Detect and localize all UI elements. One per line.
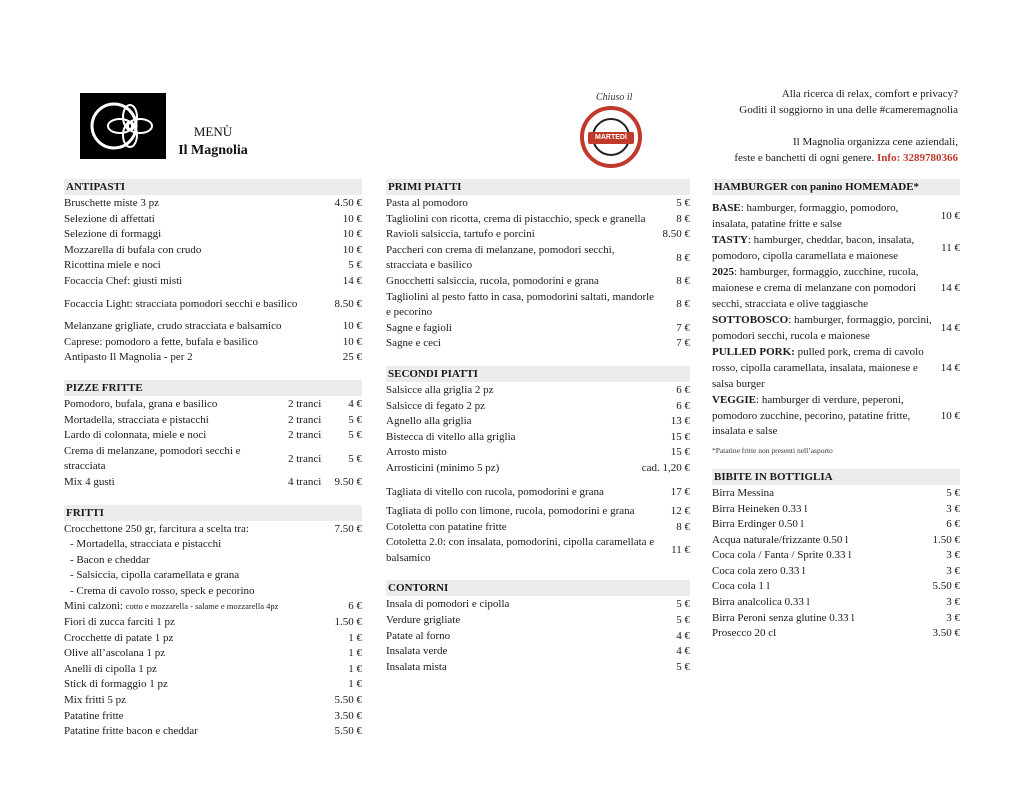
item-name [712,201,941,232]
subitem-name: - Salsiccia, cipolla caramellata e grana [70,569,240,582]
info-line-4: feste e banchetti di ogni genere. [734,152,875,164]
section-title: ANTIPASTI [64,179,362,195]
item-name: Acqua naturale/frizzante 0.50 l [712,533,849,546]
bibite-section [712,469,960,642]
menu-item [64,243,362,259]
subitem-name: - Mortadella, stracciata e pistacchi [70,538,222,551]
item-price: 1 € [348,662,362,675]
pizze-section [64,380,362,491]
item-price: 4.50 € [334,197,362,209]
item-price: 7 € [676,337,690,350]
menu-item [712,548,960,564]
item-price: 1 € [348,647,362,660]
item-price: 10 € [342,212,362,225]
menu-item [64,335,362,351]
menu-item [712,533,960,549]
item-price: 5 € [348,429,362,442]
column-left [64,179,362,749]
item-price: 10 € [342,320,362,333]
item-price: 3 € [946,502,960,515]
item-name: Birra Peroni senza glutine 0.33 l [712,611,855,624]
item-title: 2025 [712,266,734,279]
item-name: Antipasto Il Magnolia - per 2 [64,351,193,364]
menu-item [712,611,960,627]
item-price: 13 € [670,415,690,428]
item-name: Mortadella, stracciata e pistacchi [64,413,209,426]
item-title: VEGGIE [712,394,757,407]
brand [170,122,256,160]
item-name: Birra analcolica 0.33 l [712,596,810,609]
item-price: 3 € [946,596,960,609]
item-name: Mix fritti 5 pz [64,694,127,707]
item-price: 10 € [342,335,362,348]
menu-item [64,196,362,212]
item-name [712,233,941,264]
item-price: 8 € [676,212,690,225]
item-price: 5 € [676,197,690,209]
item-price: 5 € [676,660,690,673]
info-line-3: Il Magnolia organizza cene aziendali, [792,136,958,148]
menu-item [712,626,960,642]
menu-label: MENÙ [193,124,233,139]
item-name: Bruschette miste 3 pz [64,197,160,209]
section-title: FRITTI [64,505,362,521]
menu-item [712,313,960,344]
menu-item [386,461,690,477]
antipasti-section [64,179,362,366]
item-price: 1 € [348,678,362,691]
item-name: Pomodoro, bufala, grana e basilico [64,397,218,410]
menu-item [64,615,362,631]
logo [80,93,166,159]
item-price: 10 € [342,243,362,256]
menu-item [64,677,362,693]
item-price: 8.50 € [662,228,690,241]
menu-item [64,599,362,615]
item-name: Arrosticini (minimo 5 pz) [386,461,500,474]
item-price: 4 € [676,645,690,658]
closed-badge [574,92,650,172]
menu-item [64,350,362,366]
menu-item [386,212,690,228]
item-name: Crocchette di patate 1 pz [64,631,174,644]
item-qty: 2 tranci [288,397,322,410]
menu-item [64,274,362,290]
item-name: Birra Heineken 0.33 l [712,502,808,515]
item-qty: 2 tranci [288,429,322,442]
section-title: BIBITE IN BOTTIGLIA [712,469,960,485]
menu-item [386,629,690,645]
item-name: Bistecca di vitello alla griglia [386,430,516,443]
menu-item [386,445,690,461]
item-name: Cotoletta con patatine fritte [386,520,507,533]
item-name: Coca cola 1 l [712,580,770,593]
item-price: 14 € [940,321,960,334]
item-price: 1.50 € [334,616,362,629]
menu-item [712,265,960,312]
item-price: 8 € [676,251,690,264]
item-name: Patate al forno [386,629,451,642]
menu-item [386,504,690,520]
section-title: PIZZE FRITTE [64,380,362,396]
item-price: 1.50 € [932,533,960,546]
menu-item [712,564,960,580]
menu-item [386,430,690,446]
menu-item [64,258,362,274]
item-name: Olive all’ascolana 1 pz [64,647,166,660]
menu-subitem [64,537,362,553]
section-title: SECONDI PIATTI [386,366,690,382]
item-name: Paccheri con crema di melanzane, pomodori secchi, stracciata e basilico [386,243,615,272]
item-name: Lardo di colonnata, miele e noci [64,429,207,442]
item-price: 8 € [676,520,690,533]
item-qty: 2 tranci [288,452,322,465]
menu-item [712,502,960,518]
menu-item [386,196,690,212]
item-name: Patatine fritte bacon e cheddar [64,725,198,738]
item-name: Salsicce alla griglia 2 pz [386,383,494,396]
item-name: Tagliolini con ricotta, crema di pistacchio, speck e granella [386,212,646,225]
item-price: 17 € [670,485,690,498]
item-name: Ricottina miele e noci [64,259,161,272]
menu-item [64,397,362,413]
menu-item [712,233,960,264]
item-price: 10 € [342,228,362,241]
item-name: Insalata verde [386,645,448,658]
item-price: 5 € [946,486,960,499]
section-title: CONTORNI [386,580,690,596]
item-name: Verdure grigliate [386,614,461,627]
item-name [712,313,941,344]
menu-item [712,393,960,440]
item-price: 15 € [670,446,690,459]
item-name: Salsicce di fegato 2 pz [386,399,485,412]
menu-item [386,613,690,629]
item-price: 5.50 € [932,580,960,593]
menu-item [386,274,690,290]
item-name: Coca cola zero 0.33 l [712,564,806,577]
item-title: BASE [712,202,741,214]
info-line-1: Alla ricerca di relax, comfort e privacy? [781,88,958,100]
item-price: 6 € [946,518,960,531]
primi-section [386,179,690,352]
item-desc: pulled pork, crema di cavolo rosso, cipolla caramellata, insalata, maionese e salsa burger [712,346,924,390]
item-name [64,599,334,615]
menu-item [712,486,960,502]
menu-item [64,709,362,725]
menu-item [64,662,362,678]
item-title: TASTY [712,234,748,247]
item-name: Focaccia Chef: giusti misti [64,274,183,287]
item-title: PULLED PORK: [712,346,795,359]
item-price: 4 € [348,397,362,410]
item-price: 4 € [676,629,690,642]
item-name: Insalata mista [386,660,447,673]
item-price: 3 € [946,564,960,577]
takeaway-note: *Patatine fritte non presenti nell’asporto [712,445,833,455]
item-price: 11 € [671,544,690,557]
menu-subitem [64,568,362,584]
secondi-section [386,366,690,567]
menu-item [64,646,362,662]
item-name: Birra Messina [712,486,775,499]
menu-item [64,297,362,313]
menu-item [712,595,960,611]
restaurant-name: Il Magnolia [178,143,248,158]
item-price: 15 € [670,430,690,443]
item-name: Arrosto misto [386,446,447,459]
item-name: Tagliolini al pesto fatto in casa, pomodorini saltati, mandorle e pecorino [386,290,655,319]
section-title: HAMBURGER con panino HOMEMADE* [712,179,960,195]
item-name: Coca cola / Fanta / Sprite 0.33 l [712,549,852,562]
badge-circle [580,106,642,168]
closed-script: Chiuso il [596,92,633,103]
item-price: 25 € [342,351,362,364]
item-price: 6 € [676,399,690,412]
item-qty: 4 tranci [288,475,322,488]
menu-item [712,517,960,533]
item-name: Sagne e ceci [386,337,441,350]
hamburger-section [712,179,960,455]
magnolia-flower-icon [80,93,166,159]
menu-item [386,383,690,399]
item-price: 10 € [940,409,960,422]
item-name: Mozzarella di bufala con crudo [64,243,202,256]
item-price: 5 € [676,598,690,611]
item-name [712,345,941,392]
item-name: Crema di melanzane, pomodori secchi e stracciata [64,444,241,473]
item-name: Cotoletta 2.0: con insalata, pomodorini, cipolla caramellata e balsamico [386,536,655,564]
menu-item [386,399,690,415]
item-name: Mix 4 gusti [64,475,115,488]
menu-item [386,520,690,536]
menu-item [386,485,690,501]
item-name: Birra Erdinger 0.50 l [712,518,804,531]
item-price: 5 € [348,259,362,272]
item-price: 6 € [676,383,690,396]
item-name: Focaccia Light: stracciata pomodori secchi e basilico [64,297,298,310]
item-title: SOTTOBOSCO [712,314,789,327]
subitem-name: - Bacon e cheddar [70,553,150,566]
item-name: Caprese: pomodoro a fette, bufala e basilico [64,335,258,348]
item-desc: : hamburger, cheddar, bacon, insalata, pomodoro, cipolla caramellata e maionese [712,234,915,262]
item-name: Selezione di formaggi [64,228,162,241]
item-desc: : hamburger, formaggio, zucchine, rucola, maionese e crema di melanzane con pomodori secchi, stracciata e olive taggiasche [712,266,919,310]
menu-subitem [64,553,362,569]
item-price: 3.50 € [932,627,960,640]
item-name: Agnello alla griglia [386,415,472,428]
item-name: Fiori di zucca farciti 1 pz [64,616,175,629]
menu-item [64,475,362,491]
item-name: Crocchettone 250 gr, farcitura a scelta tra: [64,522,249,535]
menu-item [712,201,960,232]
item-price: 5 € [676,614,690,627]
column-right [712,179,960,651]
menu-item [386,290,690,321]
item-name: Tagliata di pollo con limone, rucola, pomodorini e grana [386,505,635,518]
item-title: Mini calzoni: [64,600,123,613]
item-price: 9.50 € [334,475,362,488]
menu-item [712,579,960,595]
menu-subitem [64,584,362,600]
menu-item [386,660,690,676]
menu-item [64,428,362,444]
item-name: Stick di formaggio 1 pz [64,678,168,691]
menu-item [64,631,362,647]
item-price: 7.50 € [334,522,362,535]
item-price: 3 € [946,549,960,562]
item-desc: cotto e mozzarella - salame e mozzarella 4pz [125,601,279,612]
menu-item [64,693,362,709]
item-price: 1 € [348,631,362,644]
menu-item [64,724,362,740]
menu-item [64,319,362,335]
item-price: 5 € [348,452,362,465]
menu-item [386,644,690,660]
menu-item [712,345,960,392]
item-price: 14 € [940,281,960,294]
item-price: 5.50 € [334,694,362,707]
item-price: 10 € [940,209,960,222]
item-name: Sagne e fagioli [386,321,452,334]
item-qty: 2 tranci [288,413,322,426]
item-name: Insala di pomodori e cipolla [386,598,510,611]
info-line-2: Goditi il soggiorno in una delle #cameremagnolia [739,104,958,116]
item-desc: : hamburger di verdure, peperoni, pomodoro zucchine, pecorino, patatine fritte, insalata e salse [712,394,911,438]
item-name: Gnocchetti salsiccia, rucola, pomodorini e grana [386,274,599,287]
item-name: Tagliata di vitello con rucola, pomodorini e grana [386,485,604,498]
menu-item [64,413,362,429]
item-name: Anelli di cipolla 1 pz [64,662,157,675]
item-price: 12 € [670,505,690,518]
item-name: Ravioli salsiccia, tartufo e porcini [386,228,535,241]
column-middle [386,179,690,684]
item-price: 8.50 € [334,297,362,310]
subitem-name: - Crema di cavolo rosso, speck e pecorino [70,584,255,597]
menu-item [386,597,690,613]
item-price: 3.50 € [334,709,362,722]
item-name [712,265,941,312]
item-name: Pasta al pomodoro [386,197,468,209]
menu-item [386,227,690,243]
closed-day: MARTEDÌ [588,132,634,144]
item-price: cad. 1,20 € [641,461,690,474]
menu-item [386,336,690,352]
fritti-section [64,505,362,740]
item-name [712,393,941,440]
item-price: 3 € [946,611,960,624]
info-phone: Info: 3289780366 [877,152,958,164]
item-price: 6 € [348,600,362,613]
item-name: Patatine fritte [64,709,124,722]
menu-item [64,522,362,538]
menu-item [64,212,362,228]
info-block [734,86,958,166]
item-price: 14 € [940,361,960,374]
menu-item [386,243,690,274]
item-price: 8 € [676,298,690,311]
item-price: 11 € [941,241,960,254]
item-name: Prosecco 20 cl [712,627,777,640]
item-price: 14 € [342,274,362,287]
item-name: Melanzane grigliate, crudo stracciata e balsamico [64,320,282,333]
item-price: 7 € [676,321,690,334]
item-price: 8 € [676,274,690,287]
menu-item [64,227,362,243]
menu-item [386,321,690,337]
item-desc: : hamburger, formaggio, pomodoro, insalata, patatine fritte e salse [712,202,899,230]
menu-item [64,444,362,475]
item-price: 5.50 € [334,725,362,738]
item-name: Selezione di affettati [64,212,155,225]
contorni-section [386,580,690,675]
menu-item [386,414,690,430]
menu-item [386,535,690,566]
item-desc: : hamburger, formaggio, porcini, pomodori secchi, rucola e maionese [712,314,932,342]
item-price: 5 € [348,413,362,426]
section-title: PRIMI PIATTI [386,179,690,195]
